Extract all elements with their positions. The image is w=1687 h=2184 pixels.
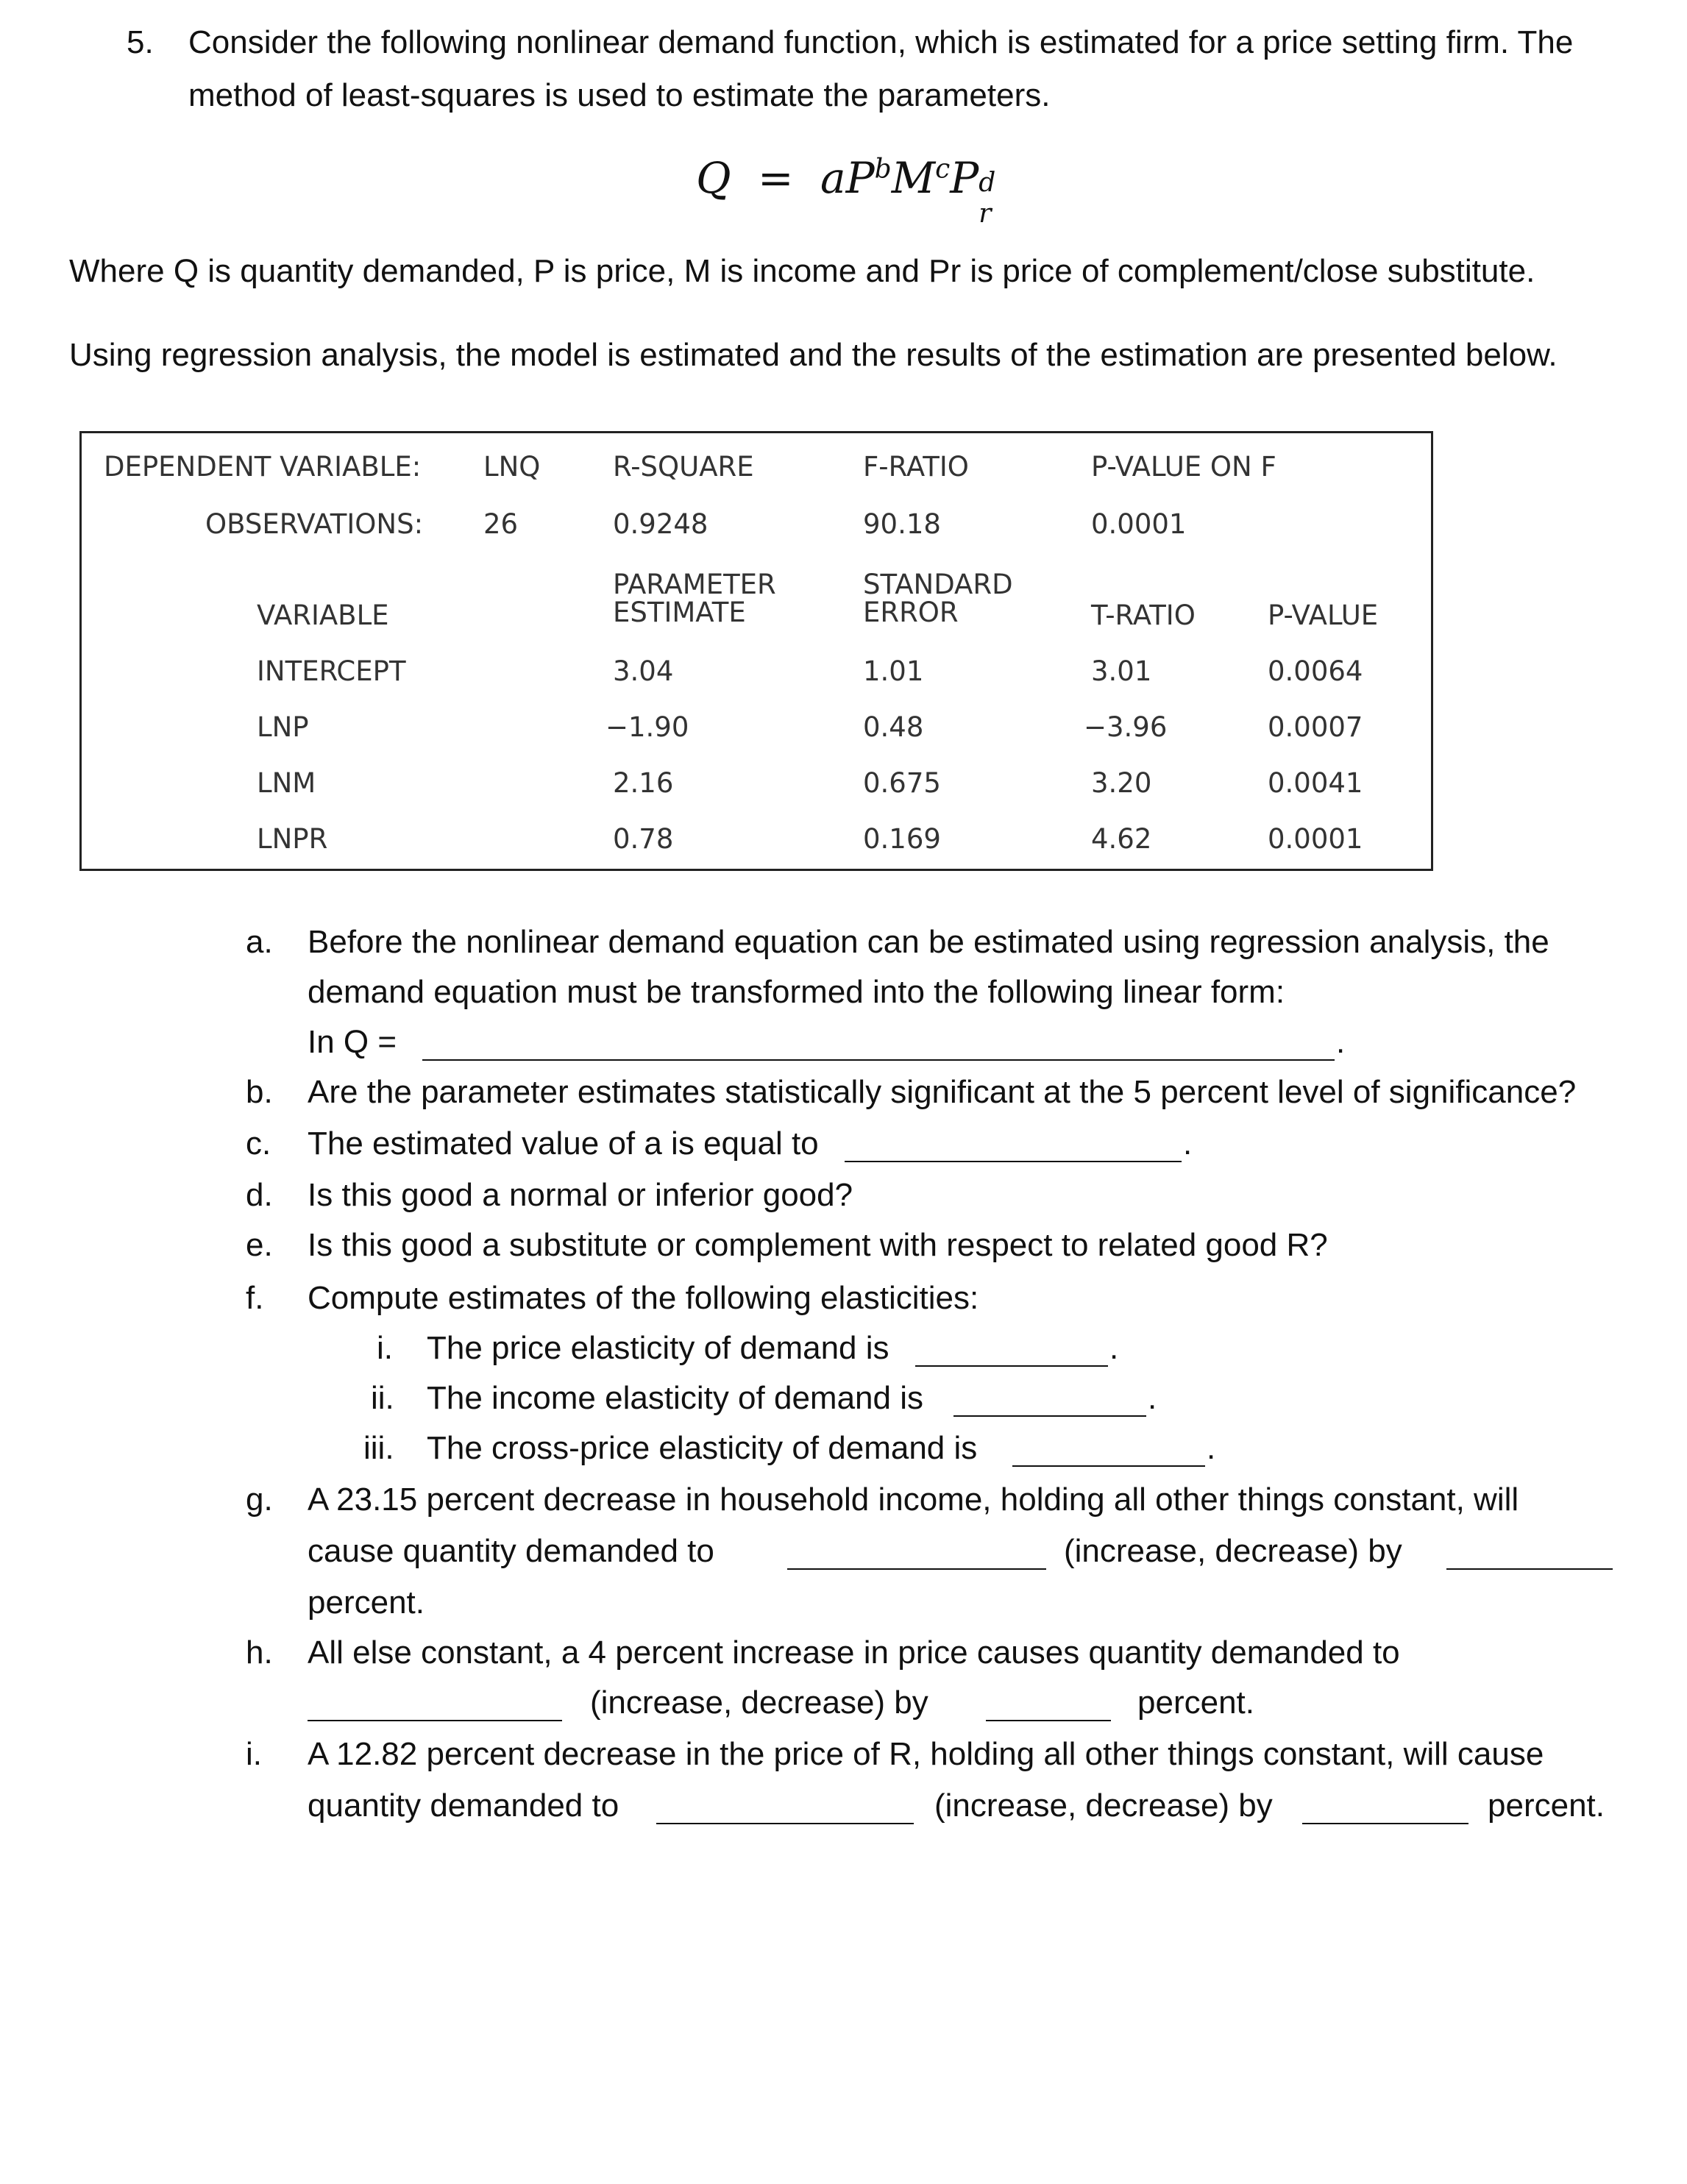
part-h-direction-blank[interactable] <box>308 1693 562 1721</box>
part-b-text: Are the parameter estimates statistically significant at the 5 percent level of significance? <box>308 1074 1577 1110</box>
part-fi-answer-blank[interactable] <box>915 1339 1108 1367</box>
formula-exp-c: c <box>935 154 951 185</box>
part-fii-answer-blank[interactable] <box>953 1389 1146 1417</box>
header-se-line1: STANDARD <box>863 569 1013 600</box>
header-pvalue: P-VALUE <box>1268 600 1379 631</box>
row-pvalue: 0.0001 <box>1268 823 1363 855</box>
row-pvalue: 0.0007 <box>1268 711 1363 743</box>
row-estimate: 0.78 <box>613 823 674 855</box>
row-estimate: 2.16 <box>613 767 674 799</box>
formula-pr: P <box>950 153 979 203</box>
dep-var-value: LNQ <box>483 451 541 483</box>
part-i-direction-blank[interactable] <box>656 1796 914 1824</box>
part-i-amount-blank[interactable] <box>1302 1796 1468 1824</box>
part-fi-period: . <box>1109 1330 1119 1366</box>
pvalue-f-value: 0.0001 <box>1091 508 1187 540</box>
question-number: 5. <box>127 24 154 60</box>
pvalue-f-label: P-VALUE ON F <box>1091 451 1276 483</box>
part-fi-text: The price elasticity of demand is <box>427 1330 889 1366</box>
part-d-label: d. <box>246 1177 273 1213</box>
part-f-label: f. <box>246 1280 264 1316</box>
rsquare-value: 0.9248 <box>613 508 708 540</box>
part-a-label: a. <box>246 924 273 960</box>
part-c-answer-blank[interactable] <box>845 1134 1182 1162</box>
part-i-line2c: percent. <box>1488 1788 1605 1824</box>
row-estimate: 3.04 <box>613 655 674 687</box>
header-tratio: T-RATIO <box>1091 600 1196 631</box>
header-param-line1: PARAMETER <box>613 569 776 600</box>
row-std-error: 0.675 <box>863 767 941 799</box>
part-g-direction-blank[interactable] <box>787 1542 1046 1570</box>
dep-var-label: DEPENDENT VARIABLE: <box>104 451 422 483</box>
part-g-line2a: cause quantity demanded to <box>308 1533 714 1569</box>
part-fi-label: i. <box>377 1330 393 1366</box>
part-i-line2a: quantity demanded to <box>308 1788 619 1824</box>
fratio-value: 90.18 <box>863 508 941 540</box>
question-text-line2: method of least-squares is used to estimate the parameters. <box>188 77 1051 113</box>
row-var: LNPR <box>257 823 328 855</box>
part-h-line2a: (increase, decrease) by <box>590 1685 928 1721</box>
row-estimate: −1.90 <box>605 711 689 743</box>
part-i-line2b: (increase, decrease) by <box>934 1788 1273 1824</box>
part-fii-label: ii. <box>371 1380 394 1416</box>
formula-exp-d: d <box>979 168 996 198</box>
part-fii-text: The income elasticity of demand is <box>427 1380 923 1416</box>
part-fiii-answer-blank[interactable] <box>1012 1439 1205 1467</box>
part-a-line2: demand equation must be transformed into the following linear form: <box>308 974 1285 1010</box>
part-a-line3: In Q = <box>308 1024 397 1060</box>
row-var: INTERCEPT <box>257 655 406 687</box>
observations-label: OBSERVATIONS: <box>205 508 424 540</box>
part-i-line1: A 12.82 percent decrease in the price of R, holding all other things constant, will cause <box>308 1736 1544 1772</box>
row-std-error: 1.01 <box>863 655 924 687</box>
part-h-label: h. <box>246 1635 273 1671</box>
part-a-period: . <box>1336 1024 1346 1060</box>
part-h-amount-blank[interactable] <box>986 1693 1111 1721</box>
part-c-period: . <box>1183 1125 1193 1162</box>
row-std-error: 0.48 <box>863 711 924 743</box>
part-a-line1: Before the nonlinear demand equation can be estimated using regression analysis, the <box>308 924 1549 960</box>
part-f-text: Compute estimates of the following elasticities: <box>308 1280 979 1316</box>
question-text-line1: Consider the following nonlinear demand function, which is estimated for a price setting firm. The <box>188 24 1574 60</box>
row-tratio: 3.01 <box>1091 655 1152 687</box>
part-fiii-period: . <box>1207 1430 1216 1466</box>
part-g-line2b: (increase, decrease) by <box>1064 1533 1402 1569</box>
part-b-label: b. <box>246 1074 273 1110</box>
part-g-line1: A 23.15 percent decrease in household income, holding all other things constant, will <box>308 1482 1519 1518</box>
demand-formula <box>696 153 1001 229</box>
part-a-answer-blank[interactable] <box>422 1033 1335 1061</box>
part-fii-period: . <box>1148 1380 1157 1416</box>
observations-value: 26 <box>483 508 519 540</box>
header-se-line2: ERROR <box>863 597 959 628</box>
rsquare-label: R-SQUARE <box>613 451 754 483</box>
part-e-label: e. <box>246 1227 273 1263</box>
row-tratio: 4.62 <box>1091 823 1152 855</box>
part-h-line2b: percent. <box>1137 1685 1254 1721</box>
part-fiii-text: The cross-price elasticity of demand is <box>427 1430 978 1466</box>
fratio-label: F-RATIO <box>863 451 969 483</box>
formula-exp-b: b <box>874 154 892 185</box>
part-g-amount-blank[interactable] <box>1446 1542 1613 1570</box>
using-paragraph: Using regression analysis, the model is estimated and the results of the estimation are presented below. <box>69 337 1558 373</box>
row-var: LNP <box>257 711 309 743</box>
row-tratio: −3.96 <box>1084 711 1168 743</box>
part-g-line3: percent. <box>308 1584 425 1621</box>
where-paragraph: Where Q is quantity demanded, P is price, M is income and Pr is price of complement/close substitute. <box>69 253 1535 289</box>
formula-sub-r: r <box>979 199 992 229</box>
part-c-label: c. <box>246 1125 271 1162</box>
part-d-text: Is this good a normal or inferior good? <box>308 1177 853 1213</box>
row-pvalue: 0.0041 <box>1268 767 1363 799</box>
part-h-line1: All else constant, a 4 percent increase in price causes quantity demanded to <box>308 1635 1400 1671</box>
part-g-label: g. <box>246 1482 273 1518</box>
row-std-error: 0.169 <box>863 823 941 855</box>
part-fiii-label: iii. <box>363 1430 394 1466</box>
header-param-line2: ESTIMATE <box>613 597 746 628</box>
formula-equals: = <box>758 153 794 203</box>
row-var: LNM <box>257 767 316 799</box>
formula-ap: aP <box>820 153 875 203</box>
part-e-text: Is this good a substitute or complement with respect to related good R? <box>308 1227 1328 1263</box>
formula-m: M <box>891 153 936 203</box>
row-tratio: 3.20 <box>1091 767 1152 799</box>
header-variable: VARIABLE <box>257 600 389 631</box>
formula-q: Q <box>696 153 731 203</box>
part-i-label: i. <box>246 1736 262 1772</box>
regression-table <box>79 431 1433 871</box>
part-c-text: The estimated value of a is equal to <box>308 1125 819 1162</box>
row-pvalue: 0.0064 <box>1268 655 1363 687</box>
